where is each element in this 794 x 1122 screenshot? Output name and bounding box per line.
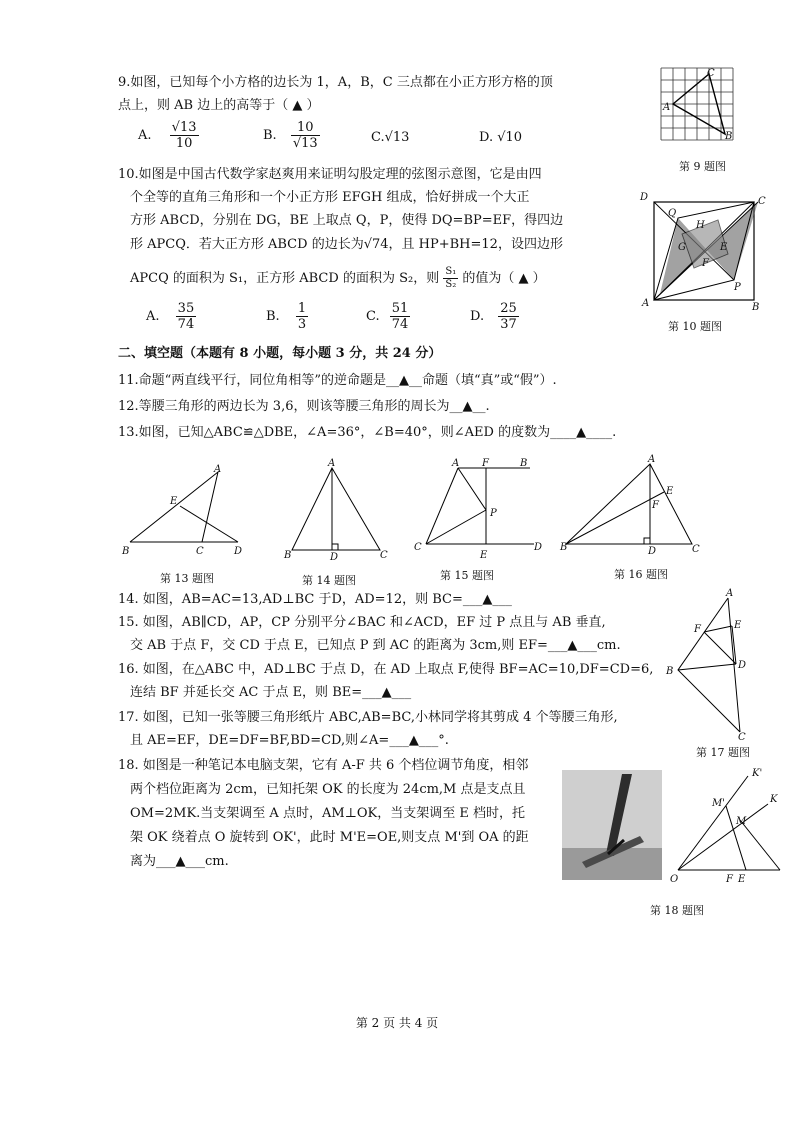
fig15-label-a: A: [452, 458, 460, 469]
q9-line-2: 点上，则 AB 边上的高等于（ ▲ ）: [118, 98, 320, 113]
fig10-label-e: E: [720, 242, 728, 253]
q10-choice-a-fraction: [176, 301, 197, 332]
q17-line-1: 17. 如图，已知一张等腰三角形纸片 ABC,AB=BC,小林同学将其剪成 4 个等腰三角形,: [118, 710, 618, 725]
fig9-label-c: C: [707, 68, 715, 79]
q18-line-5: 离为___▲___cm.: [130, 854, 229, 869]
q15-line-2: 交 AB 于点 F，交 CD 于点 E，已知点 P 到 AC 的距离为 3cm,则 EF=___▲___cm.: [130, 638, 621, 653]
q10-line-5-tail: 的值为（ ▲ ）: [462, 271, 546, 286]
q9-a-numerator: √13: [171, 120, 197, 135]
fig17-label-c: C: [738, 732, 746, 743]
fig10-label-g: G: [678, 242, 686, 253]
q9-caption: 第 9 题图: [679, 160, 726, 173]
fig16-label-d: D: [648, 546, 657, 557]
q9-line-1: 9.如图，已知每个小方格的边长为 1，A，B，C 三点都在小正方形方格的顶: [118, 75, 553, 90]
fig10-label-b: B: [752, 302, 760, 313]
fig9-label-a: A: [663, 102, 671, 113]
fig10-label-h: H: [696, 220, 705, 231]
fig18-label-m-prime: M': [712, 798, 725, 809]
fig18-label-f: F: [726, 874, 733, 885]
fig10-label-c: C: [758, 196, 766, 207]
q10-caption: 第 10 题图: [668, 320, 722, 333]
q10-choice-d: [470, 301, 519, 332]
fig16-label-e: E: [666, 486, 674, 497]
fig15-label-d: D: [534, 542, 543, 553]
q10-c-numerator: 51: [391, 301, 409, 316]
fig13-label-d: D: [234, 546, 243, 557]
fig18-label-k-prime: K': [752, 768, 763, 779]
fig16-label-a: A: [648, 454, 656, 465]
q10-line-2: 个全等的直角三角形和一个小正方形 EFGH 组成，恰好拼成一个大正: [130, 190, 530, 205]
q18-caption: 第 18 题图: [650, 904, 704, 917]
q18-line-3: OM=2MK.当支架调至 A 点时，AM⊥OK，当支架调至 E 档时，托: [130, 806, 525, 821]
q13-caption: 第 13 题图: [160, 572, 214, 585]
fig18-label-o: O: [670, 874, 679, 885]
q10-line-5: [130, 266, 546, 291]
fig17-label-b: B: [666, 666, 674, 677]
q15-figure: [410, 460, 550, 560]
q10-c-denominator: 74: [391, 317, 409, 332]
q9-figure: [657, 66, 737, 144]
fig15-label-b: B: [520, 458, 528, 469]
q10-line-5-text: APCQ 的面积为 S₁，正方形 ABCD 的面积为 S₂，则: [130, 271, 440, 286]
fig17-label-e: E: [734, 620, 742, 631]
fig15-label-c: C: [414, 542, 422, 553]
fig16-label-b: B: [560, 542, 568, 553]
q10-choice-b-fraction: [296, 301, 308, 332]
q16-caption: 第 16 题图: [614, 568, 668, 581]
q10-choice-a: [146, 301, 196, 332]
q18-line-4: 架 OK 绕着点 O 旋转到 OK'，此时 M'E=OE,则支点 M'到 OA 的距: [130, 830, 529, 845]
q10-a-numerator: 35: [177, 301, 195, 316]
fig10-label-f: F: [702, 258, 709, 269]
q9-choice-b: [263, 120, 320, 151]
fig14-label-d: D: [330, 552, 339, 563]
q16-figure: [560, 454, 710, 558]
q11: 11.命题“两直线平行，同位角相等”的逆命题是__▲__命题（填“真”或“假”）.: [118, 373, 557, 388]
fig17-label-d: D: [738, 660, 747, 671]
q18-line-2: 两个档位距离为 2cm，已知托架 OK 的长度为 24cm,M 点是支点且: [130, 782, 526, 797]
q10-b-numerator: 1: [297, 301, 307, 316]
q18-line-1: 18. 如图是一种笔记本电脑支架，它有 A-F 共 6 个档位调节角度，相邻: [118, 758, 529, 773]
fig9-label-b: B: [725, 131, 733, 142]
q10-choice-c-fraction: [390, 301, 411, 332]
q9-choice-a-label: A.: [138, 128, 152, 143]
q9-choice-b-fraction: [291, 120, 320, 151]
q10-choice-c: [366, 301, 410, 332]
q15-line-1: 15. 如图，AB∥CD，AP，CP 分别平分∠BAC 和∠ACD，EF 过 P 点且与 AB 垂直,: [118, 615, 606, 630]
fig13-label-b: B: [122, 546, 130, 557]
q14-figure: [282, 458, 392, 563]
q10-ratio-denominator: S₂: [445, 279, 457, 290]
q10-ratio-numerator: S₁: [445, 266, 457, 277]
q17-figure: [664, 588, 774, 743]
fig13-label-c: C: [196, 546, 204, 557]
fig10-label-p: P: [734, 282, 741, 293]
q10-ratio-fraction: [443, 266, 458, 291]
q10-d-denominator: 37: [500, 317, 517, 332]
fig10-label-a: A: [642, 298, 650, 309]
q10-figure: [638, 190, 768, 314]
q10-choice-d-label: D.: [470, 309, 485, 324]
fig14-label-b: B: [284, 550, 292, 561]
fig18-label-k: K: [770, 794, 778, 805]
q13-figure: [120, 462, 250, 562]
q10-choice-a-label: A.: [146, 309, 160, 324]
q16-line-1: 16. 如图，在△ABC 中，AD⊥BC 于点 D，在 AD 上取点 F,使得 BF=AC=10,DF=CD=6,: [118, 662, 654, 677]
q14-caption: 第 14 题图: [302, 574, 356, 587]
q9-choice-a-fraction: [170, 120, 199, 151]
fig14-label-a: A: [328, 458, 336, 469]
fig17-label-a: A: [726, 588, 734, 599]
q10-line-3: 方形 ABCD，分别在 DG，BE 上取点 Q，P，使得 DQ=BP=EF，得四边: [130, 213, 564, 228]
q12: 12.等腰三角形的两边长为 3,6，则该等腰三角形的周长为__▲__.: [118, 399, 490, 414]
q10-choice-d-fraction: [498, 301, 519, 332]
q10-choice-c-label: C.: [366, 309, 380, 324]
fig15-label-p: P: [490, 508, 497, 519]
q10-choice-b-label: B.: [266, 309, 280, 324]
q18-schematic: [670, 766, 788, 884]
q18-stand-photo: [562, 770, 662, 880]
q10-choice-b: [266, 301, 308, 332]
q15-caption: 第 15 题图: [440, 569, 494, 582]
fig15-label-e: E: [480, 550, 488, 561]
fig14-label-c: C: [380, 550, 388, 561]
q13: 13.如图，已知△ABC≌△DBE，∠A=36°，∠B=40°，则∠AED 的度数为____▲____.: [118, 425, 617, 440]
fig18-label-e: E: [738, 874, 746, 885]
q16-line-2: 连结 BF 并延长交 AC 于点 E，则 BE=___▲___: [130, 685, 412, 700]
q17-line-2: 且 AE=EF，DE=DF=BF,BD=CD,则∠A=___▲___°.: [130, 733, 449, 748]
fig16-label-f: F: [652, 500, 659, 511]
q10-line-4: 形 APCQ．若大正方形 ABCD 的边长为√74，且 HP+BH=12，设四边形: [130, 237, 563, 252]
q10-a-denominator: 74: [177, 317, 195, 332]
q10-b-denominator: 3: [297, 317, 307, 332]
q9-b-denominator: √13: [292, 136, 318, 151]
page-footer: 第 2 页 共 4 页: [355, 1016, 439, 1030]
q9-choice-c: C.√13: [371, 130, 410, 145]
q10-d-numerator: 25: [500, 301, 517, 316]
fig18-label-m: M: [736, 816, 747, 827]
fig13-label-e: E: [170, 496, 178, 507]
q17-caption: 第 17 题图: [696, 746, 750, 759]
fig13-label-a: A: [214, 464, 222, 475]
fig10-label-q: Q: [668, 208, 677, 219]
fig16-label-c: C: [692, 544, 700, 555]
q9-b-numerator: 10: [291, 120, 320, 136]
fig10-label-d: D: [640, 192, 649, 203]
q10-line-1: 10.如图是中国古代数学家赵爽用来证明勾股定理的弦图示意图，它是由四: [118, 167, 542, 182]
q9-choice-b-label: B.: [263, 128, 277, 143]
section-2-title: 二、填空题（本题有 8 小题，每小题 3 分，共 24 分）: [118, 346, 442, 361]
q9-choice-a: [138, 120, 199, 151]
q9-choice-d: D. √10: [479, 130, 523, 145]
q9-a-denominator: 10: [175, 136, 193, 151]
fig15-label-f: F: [482, 458, 489, 469]
fig17-label-f: F: [694, 624, 701, 635]
q14: 14. 如图，AB=AC=13,AD⊥BC 于D，AD=12，则 BC=___▲___: [118, 592, 512, 607]
